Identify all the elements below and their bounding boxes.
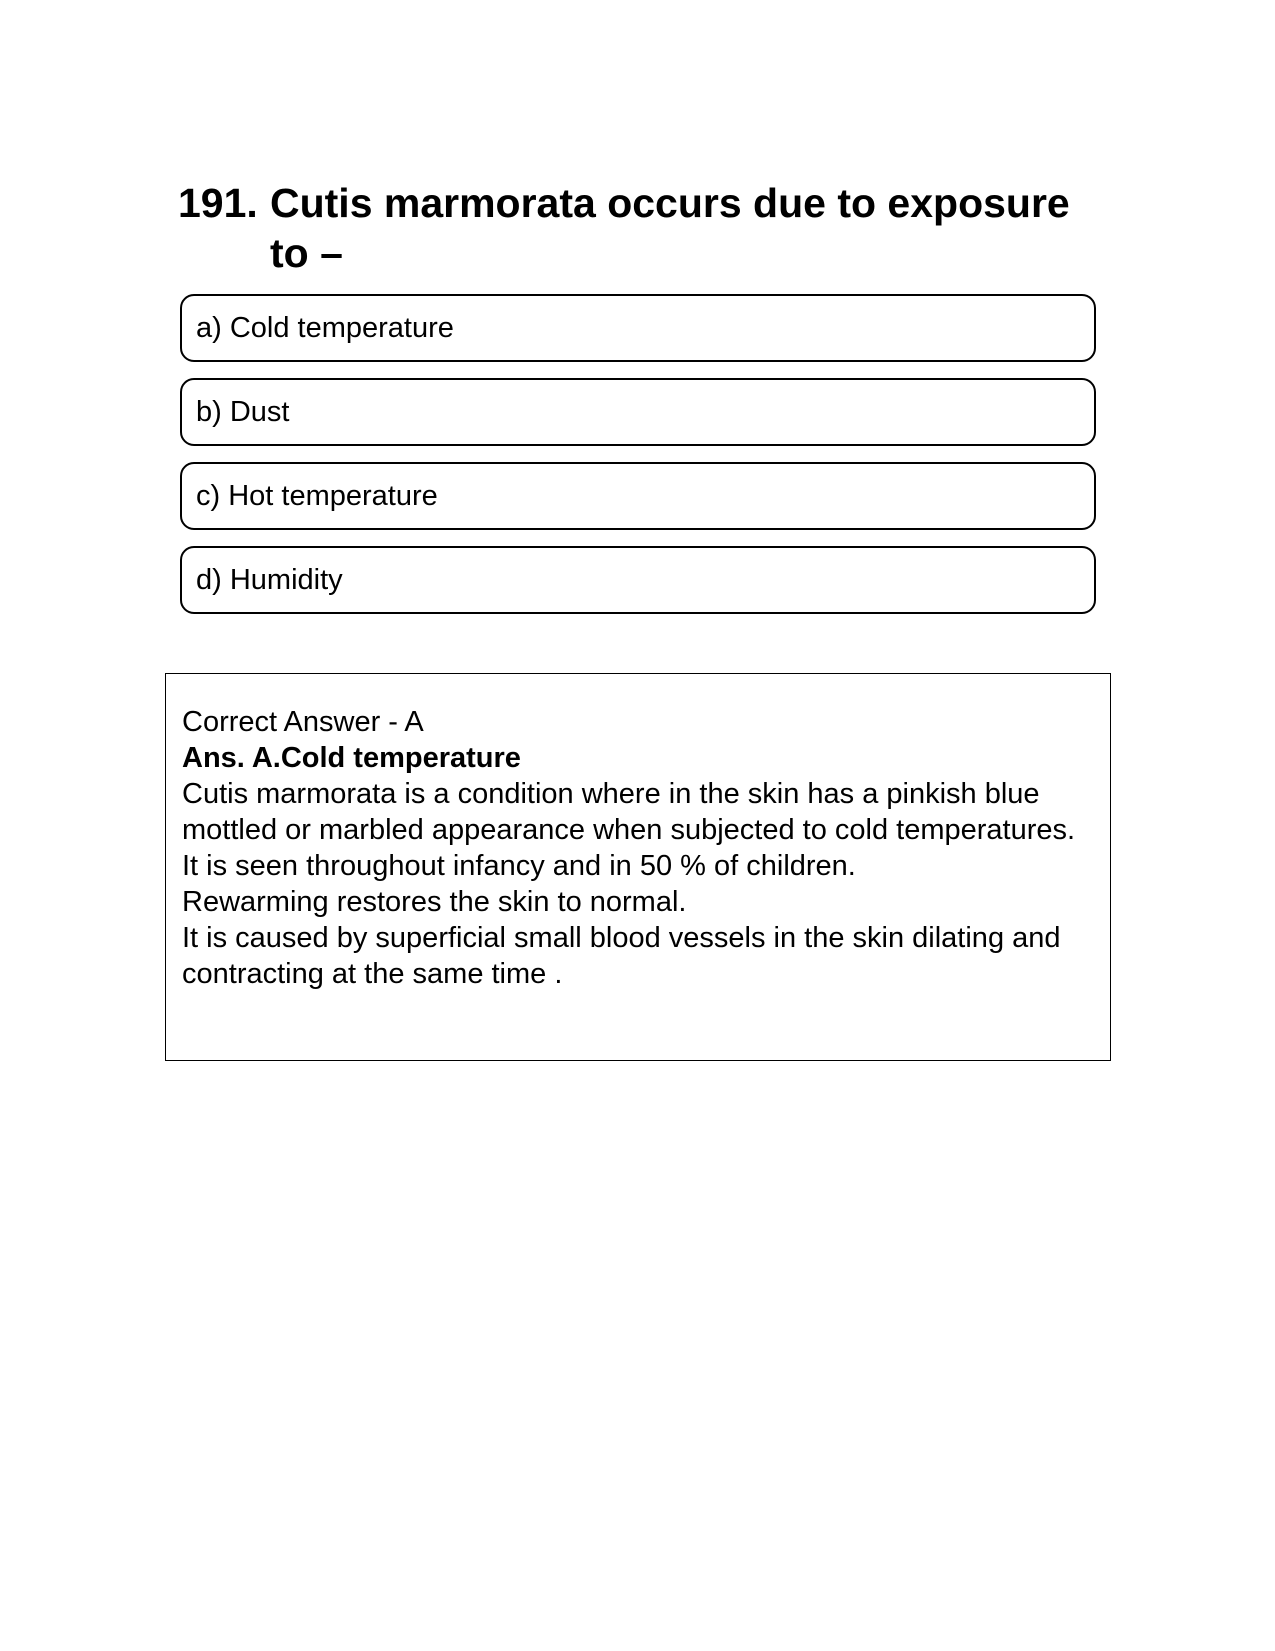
question-heading [178, 178, 1108, 278]
answer-heading: Ans. A.Cold temperature [182, 742, 521, 774]
option-b[interactable]: b) Dust [180, 378, 1096, 446]
explanation-line: Rewarming restores the skin to normal. [182, 886, 687, 918]
option-a[interactable]: a) Cold temperature [180, 294, 1096, 362]
explanation-line: Cutis marmorata is a condition where in the skin has a pinkish blue mottled or marbled appearance when subjected to cold temperatures. [182, 778, 1076, 846]
option-d[interactable]: d) Humidity [180, 546, 1096, 614]
option-c[interactable]: c) Hot temperature [180, 462, 1096, 530]
options-list [180, 294, 1096, 630]
explanation-line: It is caused by superficial small blood vessels in the skin dilating and contracting at the same time . [182, 922, 1061, 990]
question-number: 191. [178, 180, 258, 226]
question-text: Cutis marmorata occurs due to exposure to – [270, 180, 1070, 276]
correct-answer-line: Correct Answer - A [182, 706, 424, 738]
answer-explanation-box [165, 673, 1111, 1061]
explanation-line: It is seen throughout infancy and in 50 % of children. [182, 850, 856, 882]
